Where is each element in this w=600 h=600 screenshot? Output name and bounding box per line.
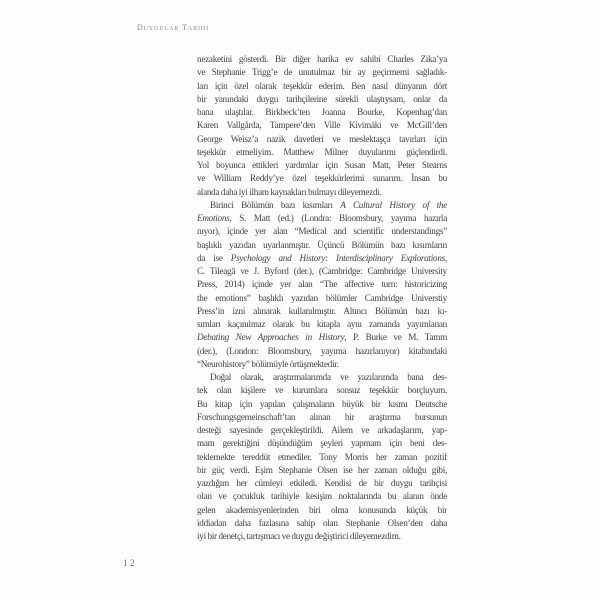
text-line bbox=[197, 212, 447, 225]
body-text: Press, 2014) içinde yer alan “The affective turn: historicizing bbox=[197, 279, 447, 290]
body-text: olan ve çocukluk tarihiyle kesişim noktalarında bu alanın önde bbox=[197, 491, 447, 502]
text-line bbox=[197, 80, 447, 93]
body-text: yazdığım her cümleyi etkiledi. Kendisi de bir duygu tarihçisi bbox=[197, 478, 447, 488]
text-line bbox=[197, 252, 447, 265]
text-line bbox=[197, 384, 447, 397]
body-text: bana ulaştılar. Birkbeck’ten Joanna Bourke, Kopenhag’dan bbox=[197, 107, 447, 117]
body-text: Birinci Bölümün bazı kısımları bbox=[210, 199, 341, 210]
body-text: bir güç verdi. Eşim Stephanie Olsen ise her zaman olduğu gibi, bbox=[197, 464, 447, 475]
body-text: Yol boyunca ettikleri yardımlar için Susan Matt, Peter Stearns bbox=[197, 160, 447, 170]
text-line bbox=[197, 490, 447, 503]
page-number: 12 bbox=[123, 558, 137, 568]
body-text: bir yanındaki duygu tarihçilerine sürekli ulaştıysam, onlar da bbox=[197, 93, 447, 104]
text-line bbox=[197, 451, 447, 464]
text-line bbox=[197, 172, 447, 185]
body-text: gelen akademisyenlerinden biri olma konusunda küçük bir bbox=[197, 504, 447, 515]
body-text: Doğal olarak, araştırmalarımda ve yazılarımda bana des- bbox=[210, 372, 447, 382]
body-text: Forschungsgemeinschaft’tan alınan bir araştırma bursunun bbox=[197, 411, 447, 422]
text-line bbox=[197, 265, 447, 278]
text-line bbox=[197, 66, 447, 79]
body-text: C. Tileagă ve J. Byford (der.), (Cambridge: Cambridge University bbox=[197, 266, 447, 276]
text-line bbox=[197, 331, 447, 344]
running-header: Duygular Tarihi bbox=[137, 23, 210, 32]
text-line bbox=[197, 517, 447, 530]
body-text: the emotions” başlıklı yazıdan bölümler Cambridge Universtiy bbox=[197, 292, 447, 303]
body-text: teşekkür etmeliyim. Matthew Milner duyularımı güçlendirdi. bbox=[197, 146, 447, 157]
text-line bbox=[197, 225, 447, 238]
text-line bbox=[197, 305, 447, 318]
text-line bbox=[197, 358, 447, 371]
body-text: sımları kaçınılmaz olarak bu kitapla aynı zamanda yayımlanan bbox=[197, 319, 447, 329]
text-line bbox=[197, 318, 447, 331]
body-text: mam gerektiğini düşündüğüm şeyleri yapmam için beni des- bbox=[197, 438, 447, 449]
body-text: (der.), (London: Bloomsbury, yayıma hazırlanıyor) kitabındaki bbox=[197, 345, 447, 356]
text-line bbox=[197, 239, 447, 252]
text-line bbox=[197, 345, 447, 358]
italic-title-text: Emotions bbox=[197, 213, 230, 223]
body-text: nezaketini gösterdi. Bir diğer harika ev sahibi Charles Zika’ya bbox=[197, 54, 447, 64]
body-text: da ise bbox=[197, 252, 231, 263]
text-line bbox=[197, 371, 447, 384]
body-text: teklemekte tereddüt etmediler. Tony Morris her zaman pozitif bbox=[197, 451, 447, 462]
text-line bbox=[197, 292, 447, 305]
body-text: , bbox=[444, 252, 447, 263]
text-line bbox=[197, 199, 447, 212]
text-line bbox=[197, 464, 447, 477]
paragraph bbox=[197, 53, 447, 199]
text-block bbox=[197, 53, 447, 543]
body-text: alanda daha iyi ilham kaynakları bulmayı dileyemezdi. bbox=[197, 186, 382, 197]
body-text: George Weisz’a nazik davetleri ve meslektaşça tavırları için bbox=[197, 133, 447, 144]
body-text: , S. Matt (ed.) (Londra: Bloomsbury, yayıma hazırla bbox=[229, 213, 447, 223]
body-text: nıyor), içinde yer alan “Medical and scientific understandings” bbox=[197, 226, 447, 237]
text-line bbox=[197, 159, 447, 172]
text-line bbox=[197, 106, 447, 119]
text-line bbox=[197, 530, 447, 543]
body-text: ları için özel olarak teşekkür ederim. Ben nasıl dünyanın dört bbox=[197, 80, 447, 91]
body-text: “Neurohistory” bölümüyle örtüşmektedir. bbox=[197, 358, 339, 369]
body-text: Bu kitap için yapılan çalışmaların büyük bir kısmı Deutsche bbox=[197, 398, 447, 409]
body-text: tek olan kişilere ve kurumlara sonsuz teşekkür borçluyum. bbox=[197, 385, 447, 396]
text-line bbox=[197, 146, 447, 159]
text-line bbox=[197, 437, 447, 450]
paragraph bbox=[197, 199, 447, 371]
text-line bbox=[197, 53, 447, 66]
body-text: iddiadan daha fazlasına sahip olan Stephanie Olsen’den daha bbox=[197, 517, 447, 528]
text-line bbox=[197, 119, 447, 132]
text-line bbox=[197, 93, 447, 106]
italic-title-text: Debating New Approaches in History bbox=[197, 332, 345, 343]
text-line bbox=[197, 504, 447, 517]
text-line bbox=[197, 278, 447, 291]
body-text: ve Stephanie Trigg’e de unutulmaz bir ay geçirmemi sağladık- bbox=[197, 67, 447, 78]
italic-title-text: Psychology and History: Interdisciplinary Explorations bbox=[230, 252, 445, 263]
body-text: Karen Vallgårda, Tampere’den Ville Kivimäki ve McGill’den bbox=[197, 120, 447, 131]
italic-title-text: A Cultural History of the bbox=[340, 199, 447, 210]
text-line bbox=[197, 398, 447, 411]
body-text: iyi bir denetçi, tartışmacı ve duygu değiştirici dileyemezdim. bbox=[197, 531, 401, 541]
body-text: ve William Reddy’ye özel teşekkürlerimi sunarım. İnsan bu bbox=[197, 173, 447, 184]
text-line bbox=[197, 424, 447, 437]
text-line bbox=[197, 133, 447, 146]
text-line bbox=[197, 186, 447, 199]
text-line bbox=[197, 477, 447, 490]
text-line bbox=[197, 411, 447, 424]
body-text: Press’in izni alınarak kullanılmıştır. Altıncı Bölümün bazı kı- bbox=[197, 305, 447, 316]
paragraph bbox=[197, 371, 447, 543]
body-text: başlıklı yazıdan uyarlanmıştır. Üçüncü Bölümün bazı kısımların bbox=[197, 239, 447, 250]
body-text: desteği sayesinde gerçekleştirildi. Ailem ve arkadaşlarım, yap- bbox=[197, 425, 447, 435]
body-text: , P. Burke ve M. Tamm bbox=[344, 332, 447, 343]
